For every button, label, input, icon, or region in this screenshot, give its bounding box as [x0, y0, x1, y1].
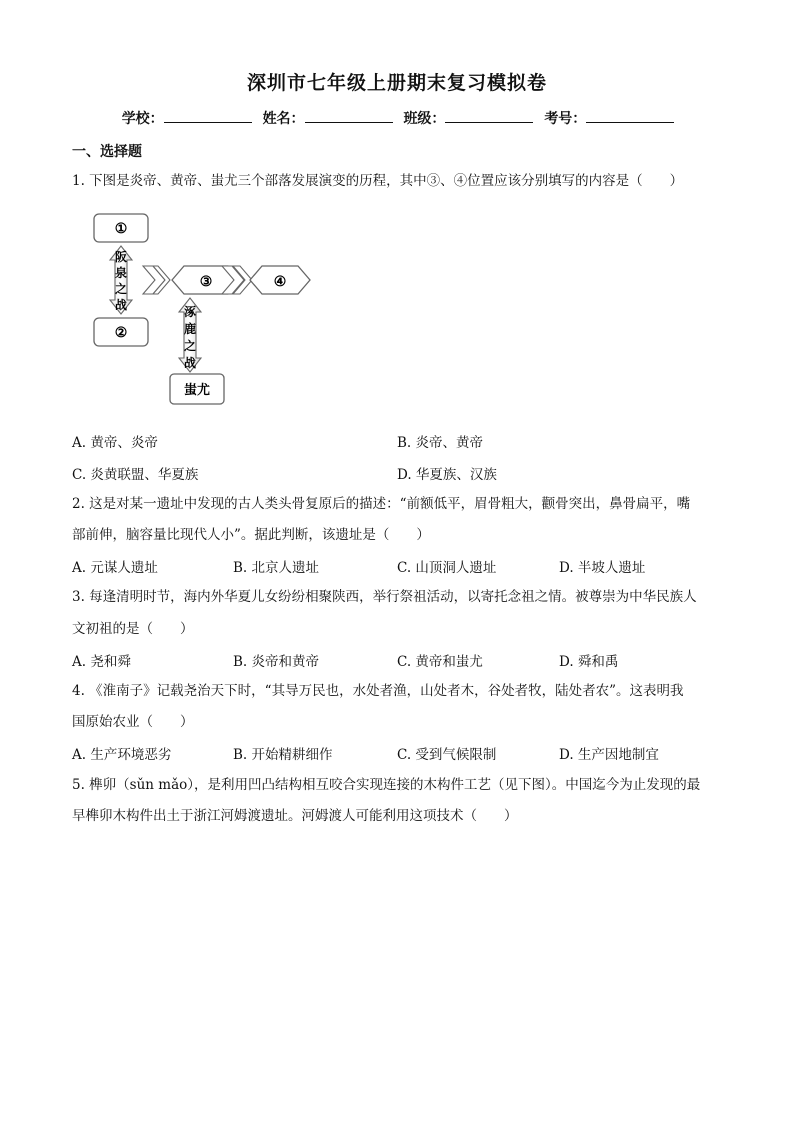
- diagram-box-2: [94, 318, 148, 346]
- q1-option-d[interactable]: D. 华夏族、汉族: [397, 467, 497, 483]
- tribe-evolution-diagram: [90, 208, 320, 412]
- q2-option-a[interactable]: A. 元谋人遗址: [72, 560, 158, 576]
- q3-option-c[interactable]: C. 黄帝和蚩尤: [397, 654, 483, 670]
- battle1-char-4: 战: [114, 298, 128, 312]
- diagram-box-2-label: ②: [114, 325, 128, 341]
- q3-option-b[interactable]: B. 炎帝和黄帝: [233, 654, 320, 670]
- zhuolu-battle-arrow: [179, 298, 201, 372]
- page-title: 深圳市七年级上册期末复习模拟卷: [246, 72, 547, 94]
- diagram-box-3-label: ③: [199, 274, 213, 290]
- battle2-char-1: 涿: [183, 305, 197, 319]
- q4-option-d[interactable]: D. 生产因地制宜: [559, 747, 659, 763]
- q3-option-d[interactable]: D. 舜和禹: [559, 654, 619, 670]
- question-2-stem-line-1: 2. 这是对某一遗址中发现的古人类头骨复原后的描述：“前额低平，眉骨粗大，颧骨突出，鼻骨扁平，嘴: [72, 496, 691, 512]
- chevron-arrow-1: [143, 266, 170, 294]
- question-4-stem-line-2: 国原始农业（ ）: [72, 714, 194, 730]
- name-label: 姓名：: [262, 111, 305, 127]
- q4-option-b[interactable]: B. 开始精耕细作: [233, 747, 333, 763]
- q2-option-c[interactable]: C. 山顶洞人遗址: [397, 560, 497, 576]
- school-blank[interactable]: [164, 110, 252, 123]
- q2-option-b[interactable]: B. 北京人遗址: [233, 560, 320, 576]
- q4-option-a[interactable]: A. 生产环境恶劣: [72, 747, 172, 763]
- q3-option-a[interactable]: A. 尧和舜: [72, 654, 131, 670]
- battle1-char-3: 之: [114, 282, 128, 296]
- question-3-stem-line-1: 3. 每逢清明时节，海内外华夏儿女纷纷相聚陕西，举行祭祖活动，以寄托念祖之情。被尊崇为中华民族人: [72, 589, 697, 605]
- diagram-box-1-label: ①: [114, 221, 128, 237]
- banquan-battle-arrow: [110, 246, 132, 314]
- student-info-line: [0, 108, 794, 128]
- exam-number-label: 考号：: [544, 111, 587, 127]
- name-blank[interactable]: [305, 110, 393, 123]
- diagram-box-4-label: ④: [273, 274, 287, 290]
- exam-number-blank[interactable]: [586, 110, 674, 123]
- q1-option-a[interactable]: A. 黄帝、炎帝: [72, 435, 158, 451]
- battle2-char-4: 战: [183, 356, 197, 370]
- question-3-stem-line-2: 文初祖的是（ ）: [72, 621, 194, 637]
- q4-option-c[interactable]: C. 受到气候限制: [397, 747, 497, 763]
- diagram-box-chiyou: [170, 374, 224, 404]
- question-4-stem-line-1: 4. 《淮南子》记载尧治天下时，“其导万民也，水处者渔，山处者木，谷处者牧，陆处者农”。这表明我: [72, 683, 684, 699]
- q1-option-b[interactable]: B. 炎帝、黄帝: [397, 435, 484, 451]
- question-5-stem-line-2: 早榫卯木构件出土于浙江河姆渡遗址。河姆渡人可能利用这项技术（ ）: [72, 808, 518, 824]
- battle2-char-2: 鹿: [183, 322, 197, 336]
- diagram-box-4: [250, 266, 310, 294]
- battle1-char-1: 阪: [114, 250, 128, 264]
- battle1-char-2: 泉: [114, 266, 128, 280]
- school-label: 学校：: [121, 111, 164, 127]
- battle2-char-3: 之: [183, 339, 197, 353]
- question-2-stem-line-2: 部前伸，脑容量比现代人小”。据此判断，该遗址是（ ）: [72, 527, 430, 543]
- question-5-stem-line-1: 5. 榫卯（sǔn mǎo），是利用凹凸结构相互咬合实现连接的木构件工艺（见下图）。中国迄今为止发现的最: [72, 777, 701, 793]
- class-blank[interactable]: [445, 110, 533, 123]
- class-label: 班级：: [403, 111, 446, 127]
- question-1-stem: 1. 下图是炎帝、黄帝、蚩尤三个部落发展演变的历程，其中③、④位置应该分别填写的内容是（ ）: [72, 173, 684, 189]
- diagram-box-1: [94, 214, 148, 242]
- q1-option-c[interactable]: C. 炎黄联盟、华夏族: [72, 467, 199, 483]
- q2-option-d[interactable]: D. 半坡人遗址: [559, 560, 646, 576]
- diagram-box-chiyou-label: 蚩尤: [183, 383, 211, 398]
- section-heading: 一、选择题: [72, 144, 142, 160]
